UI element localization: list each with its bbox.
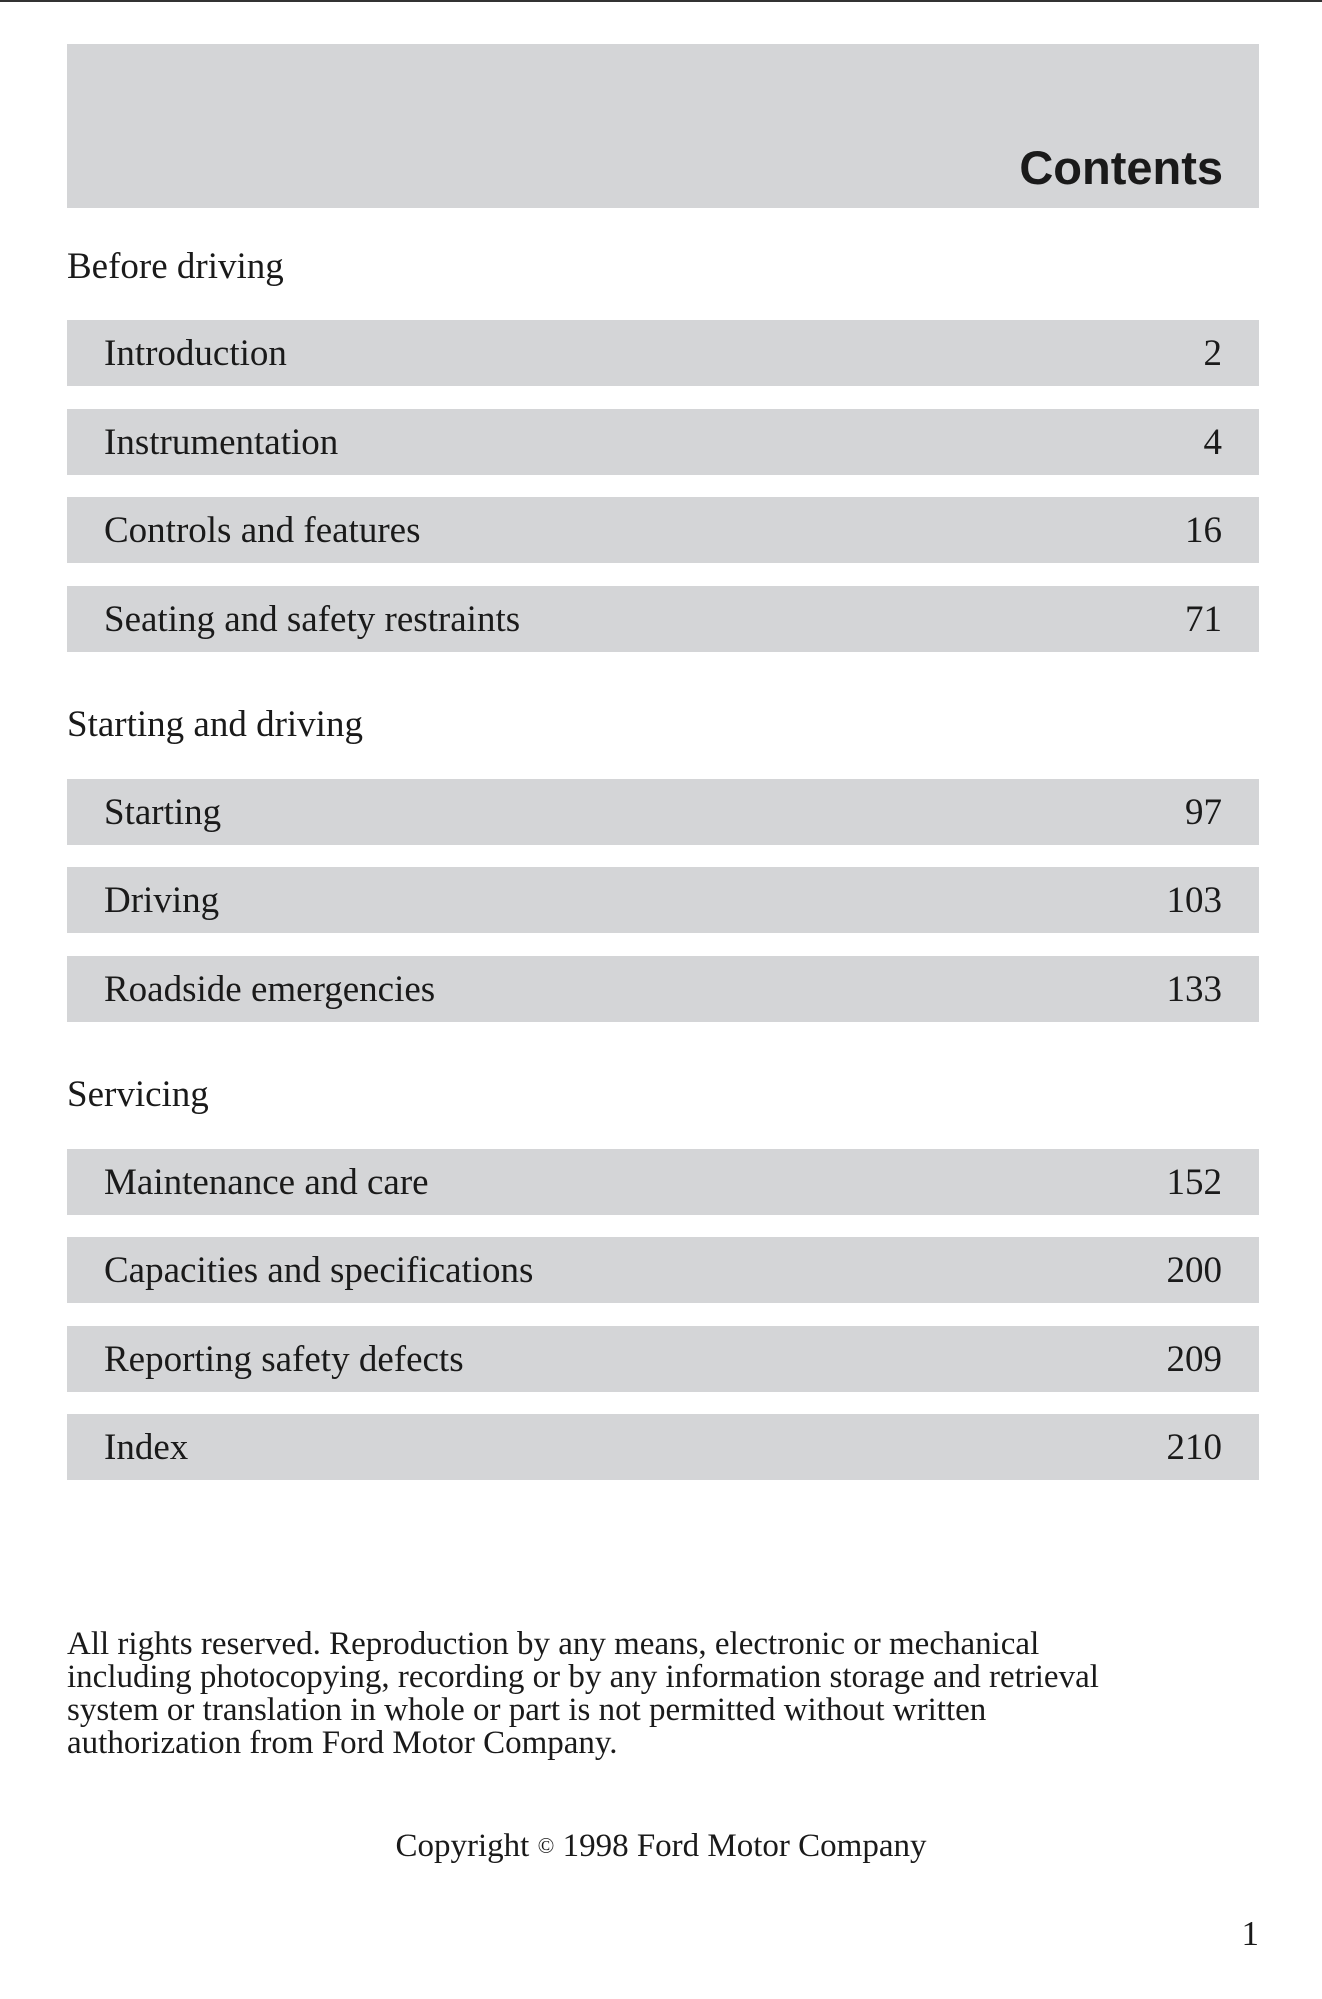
rights-notice-line: All rights reserved. Reproduction by any means, electronic or mechanical [67,1626,1040,1662]
section-heading-starting-and-driving: Starting and driving [67,704,363,745]
toc-entry-title: Instrumentation [104,421,339,463]
toc-entry-page: 71 [1185,598,1222,640]
toc-entry-page: 103 [1166,879,1222,921]
copyright-line [0,1830,1322,1863]
toc-entry-maintenance-and-care[interactable] [67,1149,1259,1215]
section-heading-before-driving: Before driving [67,246,284,287]
toc-entry-title: Controls and features [104,509,421,551]
copyright-holder: 1998 Ford Motor Company [562,1828,927,1864]
toc-entry-roadside-emergencies[interactable] [67,956,1259,1022]
copyright-icon: © [537,1833,555,1858]
toc-entry-page: 2 [1203,332,1222,374]
top-rule [0,0,1322,2]
rights-notice-line: system or translation in whole or part is not permitted without written [67,1692,987,1728]
toc-entry-page: 133 [1166,968,1222,1010]
toc-entry-title: Starting [104,791,222,833]
toc-entry-controls-and-features[interactable] [67,497,1259,563]
toc-entry-starting[interactable] [67,779,1259,845]
toc-entry-page: 209 [1166,1338,1222,1380]
toc-entry-reporting-safety-defects[interactable] [67,1326,1259,1392]
toc-entry-title: Reporting safety defects [104,1338,464,1380]
toc-entry-instrumentation[interactable] [67,409,1259,475]
section-heading-servicing: Servicing [67,1074,209,1115]
rights-notice-line: including photocopying, recording or by any information storage and retrieval [67,1659,1099,1695]
toc-entry-page: 152 [1166,1161,1222,1203]
toc-entry-introduction[interactable] [67,320,1259,386]
toc-entry-capacities-and-specifications[interactable] [67,1237,1259,1303]
copyright-prefix: Copyright [395,1828,530,1864]
toc-entry-title: Index [104,1426,189,1468]
toc-entry-seating-and-safety-restraints[interactable] [67,586,1259,652]
rights-notice [67,1628,1267,1760]
page-title: Contents [1019,141,1223,194]
toc-entry-page: 16 [1185,509,1222,551]
page-number: 1 [1241,1914,1259,1953]
toc-entry-page: 97 [1185,791,1222,833]
toc-entry-page: 210 [1166,1426,1222,1468]
toc-entry-page: 200 [1166,1249,1222,1291]
rights-notice-line: authorization from Ford Motor Company. [67,1725,618,1761]
toc-entry-driving[interactable] [67,867,1259,933]
toc-entry-title: Seating and safety restraints [104,598,521,640]
toc-entry-title: Driving [104,879,220,921]
toc-entry-title: Roadside emergencies [104,968,436,1010]
toc-entry-page: 4 [1203,421,1222,463]
toc-entry-title: Maintenance and care [104,1161,429,1203]
toc-entry-index[interactable] [67,1414,1259,1480]
toc-entry-title: Introduction [104,332,287,374]
contents-header [67,44,1259,208]
toc-entry-title: Capacities and specifications [104,1249,534,1291]
